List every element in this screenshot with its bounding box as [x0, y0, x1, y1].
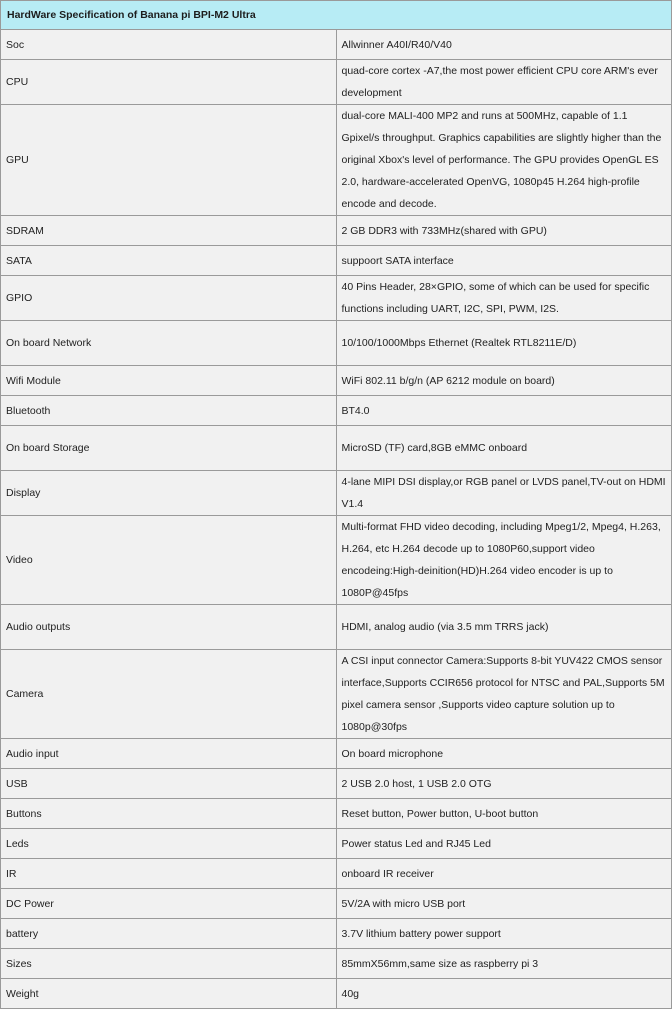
spec-value: 4-lane MIPI DSI display,or RGB panel or LVDS panel,TV-out on HDMI V1.4	[336, 471, 672, 516]
table-row	[1, 769, 672, 799]
spec-value: 10/100/1000Mbps Ethernet (Realtek RTL8211E/D)	[336, 321, 672, 366]
spec-label: Wifi Module	[1, 366, 337, 396]
table-row	[1, 276, 672, 321]
spec-value: dual-core MALI-400 MP2 and runs at 500MHz, capable of 1.1 Gpixel/s throughput. Graphics capabilities are slightly higher than the original Xbox's level of performance. The GPU provides OpenGL ES 2.0, hardware-accelerated OpenVG, 1080p45 H.264 high-profile encode and decode.	[336, 105, 672, 216]
spec-value: 5V/2A with micro USB port	[336, 889, 672, 919]
spec-label: USB	[1, 769, 337, 799]
spec-label: Soc	[1, 30, 337, 60]
spec-value: Power status Led and RJ45 Led	[336, 829, 672, 859]
spec-label: Audio outputs	[1, 605, 337, 650]
spec-value: Multi-format FHD video decoding, including Mpeg1/2, Mpeg4, H.263, H.264, etc H.264 decode up to 1080P60,support video encodeing:High-deinition(HD)H.264 video encoder is up to 1080P@45fps	[336, 516, 672, 605]
spec-label: CPU	[1, 60, 337, 105]
spec-label: GPIO	[1, 276, 337, 321]
spec-value: 3.7V lithium battery power support	[336, 919, 672, 949]
spec-label: Bluetooth	[1, 396, 337, 426]
spec-value: Allwinner A40I/R40/V40	[336, 30, 672, 60]
spec-value: On board microphone	[336, 739, 672, 769]
table-row	[1, 321, 672, 366]
table-row	[1, 246, 672, 276]
spec-label: On board Storage	[1, 426, 337, 471]
table-row	[1, 605, 672, 650]
spec-label: IR	[1, 859, 337, 889]
table-title: HardWare Specification of Banana pi BPI-M2 Ultra	[1, 1, 672, 30]
table-row	[1, 216, 672, 246]
table-row	[1, 30, 672, 60]
table-row	[1, 105, 672, 216]
spec-label: On board Network	[1, 321, 337, 366]
table-row	[1, 859, 672, 889]
table-row	[1, 426, 672, 471]
table-row	[1, 516, 672, 605]
spec-label: Display	[1, 471, 337, 516]
spec-value: BT4.0	[336, 396, 672, 426]
table-row	[1, 949, 672, 979]
table-row	[1, 979, 672, 1009]
spec-label: Video	[1, 516, 337, 605]
table-row	[1, 829, 672, 859]
spec-label: Weight	[1, 979, 337, 1009]
spec-value: 85mmX56mm,same size as raspberry pi 3	[336, 949, 672, 979]
spec-label: Audio input	[1, 739, 337, 769]
table-row	[1, 366, 672, 396]
table-row	[1, 799, 672, 829]
spec-label: Buttons	[1, 799, 337, 829]
spec-label: Sizes	[1, 949, 337, 979]
spec-value: 2 GB DDR3 with 733MHz(shared with GPU)	[336, 216, 672, 246]
table-row	[1, 396, 672, 426]
spec-value: quad-core cortex -A7,the most power efficient CPU core ARM's ever development	[336, 60, 672, 105]
table-row	[1, 739, 672, 769]
spec-value: HDMI, analog audio (via 3.5 mm TRRS jack)	[336, 605, 672, 650]
spec-value: A CSI input connector Camera:Supports 8-bit YUV422 CMOS sensor interface,Supports CCIR656 protocol for NTSC and PAL,Supports 5M pixel camera sensor ,Supports video capture solution up to 1080p@30fps	[336, 650, 672, 739]
table-row	[1, 919, 672, 949]
spec-label: Leds	[1, 829, 337, 859]
spec-label: DC Power	[1, 889, 337, 919]
spec-value: MicroSD (TF) card,8GB eMMC onboard	[336, 426, 672, 471]
spec-value: WiFi 802.11 b/g/n (AP 6212 module on board)	[336, 366, 672, 396]
spec-value: 40g	[336, 979, 672, 1009]
table-row	[1, 889, 672, 919]
spec-value: Reset button, Power button, U-boot button	[336, 799, 672, 829]
spec-value: 2 USB 2.0 host, 1 USB 2.0 OTG	[336, 769, 672, 799]
spec-label: SDRAM	[1, 216, 337, 246]
table-row	[1, 471, 672, 516]
table-header-row	[1, 1, 672, 30]
spec-label: SATA	[1, 246, 337, 276]
table-row	[1, 650, 672, 739]
spec-value: 40 Pins Header, 28×GPIO, some of which can be used for specific functions including UART, I2C, SPI, PWM, I2S.	[336, 276, 672, 321]
spec-value: suppoort SATA interface	[336, 246, 672, 276]
spec-label: GPU	[1, 105, 337, 216]
spec-value: onboard IR receiver	[336, 859, 672, 889]
spec-label: Camera	[1, 650, 337, 739]
table-row	[1, 60, 672, 105]
spec-label: battery	[1, 919, 337, 949]
